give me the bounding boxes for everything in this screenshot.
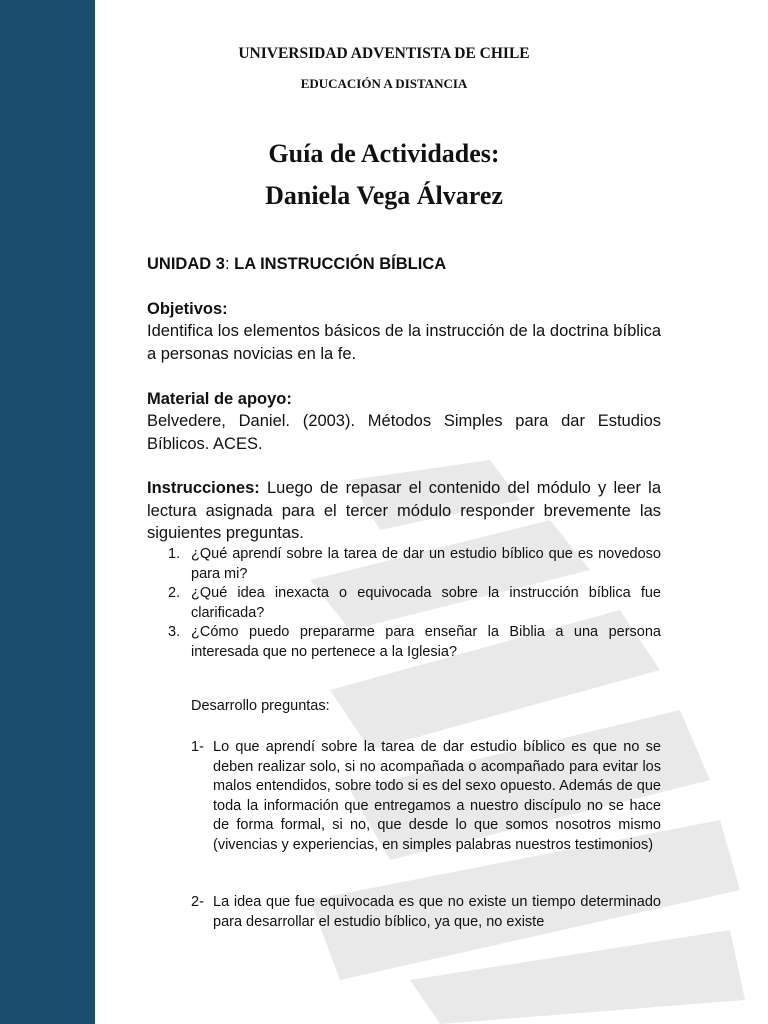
answer-item [191,893,661,932]
instructions-heading: Instrucciones: [147,479,260,497]
material-text: Belvedere, Daniel. (2003). Métodos Simples para dar Estudios Bíblicos. ACES. [147,412,661,453]
answer-text: Lo que aprendí sobre la tarea de dar estudio bíblico es que no se deben realizar solo, si no acompañada o acompañado para evitar los malos entendidos, sobre todo si es del sexo opuesto. Además de que toda la información que entregamos a nuestro discípulo no se hace de forma formal, si no, que desde lo que somos nosotros mismo (vivencias y experiencias, en simples palabras nuestros testimonios) [213,739,661,853]
list-item [168,623,661,662]
answer-number: 1- [191,739,204,755]
question-text: ¿Qué aprendí sobre la tarea de dar un estudio bíblico que es novedoso para mi? [191,546,661,582]
answer-number: 2- [191,894,204,910]
objectives-heading: Objetivos: [147,300,228,318]
student-name: Daniela Vega Álvarez [265,181,503,210]
unit-title: LA INSTRUCCIÓN BÍBLICA [234,255,447,273]
list-number: 2. [168,585,181,601]
list-item [168,584,661,623]
question-text: ¿Qué idea inexacta o equivocada sobre la instrucción bíblica fue clarificada? [191,585,661,621]
instructions-paragraph [147,477,661,545]
instructions-text: Luego de repasar el contenido del módulo y leer la lectura asignada para el tercer módulo responder brevemente las siguientes preguntas. [147,479,661,542]
program-name: EDUCACIÓN A DISTANCIA [300,76,468,91]
university-name: UNIVERSIDAD ADVENTISTA DE CHILE [238,45,530,62]
material-heading: Material de apoyo: [147,390,292,408]
list-number: 1. [168,546,181,562]
objectives-text: Identifica los elementos básicos de la instrucción de la doctrina bíblica a personas novicias en la fe. [147,322,661,363]
list-number: 3. [168,624,181,640]
question-text: ¿Cómo puedo prepararme para enseñar la Biblia a una persona interesada que no pertenece a la Iglesia? [191,624,661,660]
questions-list [168,545,661,662]
unit-label: UNIDAD 3 [147,255,225,273]
unit-heading [147,253,661,276]
answer-item [191,738,661,855]
development-label: Desarrollo preguntas: [191,698,330,714]
guide-title: Guía de Actividades: [268,139,500,168]
answer-text: La idea que fue equivocada es que no existe un tiempo determinado para desarrollar el estudio bíblico, ya que, no existe [213,894,661,930]
unit-separator: : [224,255,235,273]
list-item [168,545,661,584]
